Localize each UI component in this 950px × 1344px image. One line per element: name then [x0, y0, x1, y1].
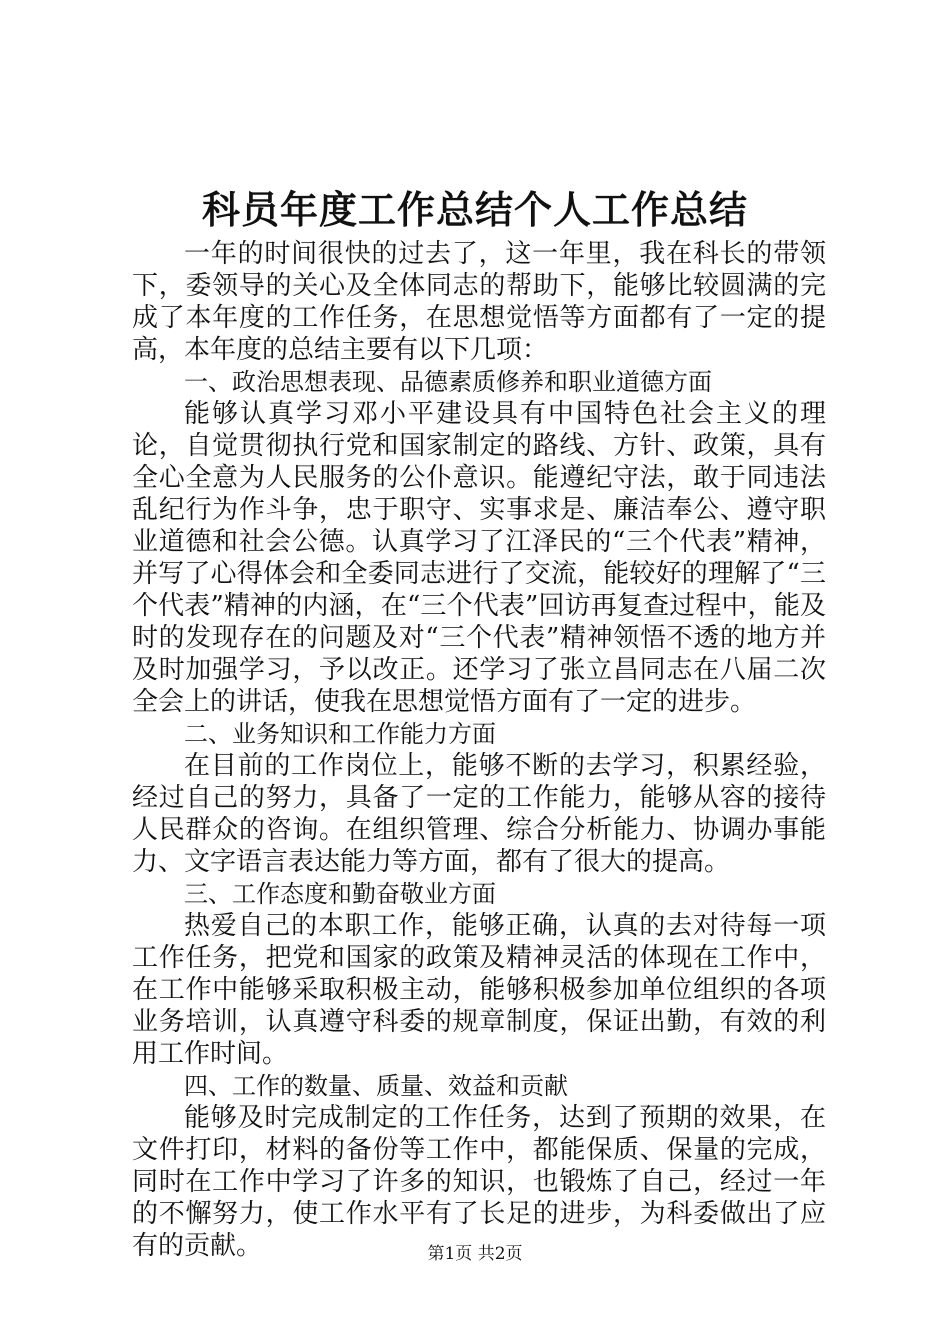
section-body-3: 热爱自己的本职工作，能够正确，认真的去对待每一项工作任务，把党和国家的政策及精神灵活的体现在工作中，在工作中能够采取积极主动，能够积极参加单位组织的各项业务培训，认真遵守科委的规章制度，保证出勤，有效的利用工作时间。: [132, 911, 826, 1069]
document-title: 科员年度工作总结个人工作总结: [201, 187, 748, 232]
section-body-2: 在目前的工作岗位上，能够不断的去学习，积累经验，经过自己的努力，具备了一定的工作能力，能够从容的接待人民群众的咨询。在组织管理、综合分析能力、协调办事能力、文字语言表达能力等方面，都有了很大的提高。: [132, 751, 826, 877]
document-body: [132, 238, 826, 1262]
section-heading-4: 四、工作的数量、质量、效益和贡献: [184, 1072, 568, 1100]
section-body-4: 能够及时完成制定的工作任务，达到了预期的效果，在文件打印，材料的备份等工作中，都能保质、保量的完成，同时在工作中学习了许多的知识，也锻炼了自己，经过一年的不懈努力，使工作水平有了长足的进步，为科委做出了应有的贡献。: [132, 1103, 826, 1261]
page-number-footer: 第1页 共2页: [427, 1244, 523, 1264]
section-heading-2: 二、业务知识和工作能力方面: [184, 720, 496, 748]
section-heading-1: 一、政治思想表现、品德素质修养和职业道德方面: [184, 368, 712, 396]
section-body-1: 能够认真学习邓小平建设具有中国特色社会主义的理论，自觉贯彻执行党和国家制定的路线、方针、政策，具有全心全意为人民服务的公仆意识。能遵纪守法，敢于同违法乱纪行为作斗争，忠于职守、实事求是、廉洁奉公、遵守职业道德和社会公德。认真学习了江泽民的“三个代表”精神，并写了心得体会和全委同志进行了交流，能较好的理解了“三个代表”精神的内涵，在“三个代表”回访再复查过程中，能及时的发现存在的问题及对“三个代表”精神领悟不透的地方并及时加强学习，予以改正。还学习了张立昌同志在八届二次全会上的讲话，使我在思想觉悟方面有了一定的进步。: [132, 399, 826, 717]
section-heading-3: 三、工作态度和勤奋敬业方面: [184, 880, 496, 908]
intro-paragraph: 一年的时间很快的过去了，这一年里，我在科长的带领下，委领导的关心及全体同志的帮助下，能够比较圆满的完成了本年度的工作任务，在思想觉悟等方面都有了一定的提高，本年度的总结主要有以下几项：: [132, 239, 826, 365]
